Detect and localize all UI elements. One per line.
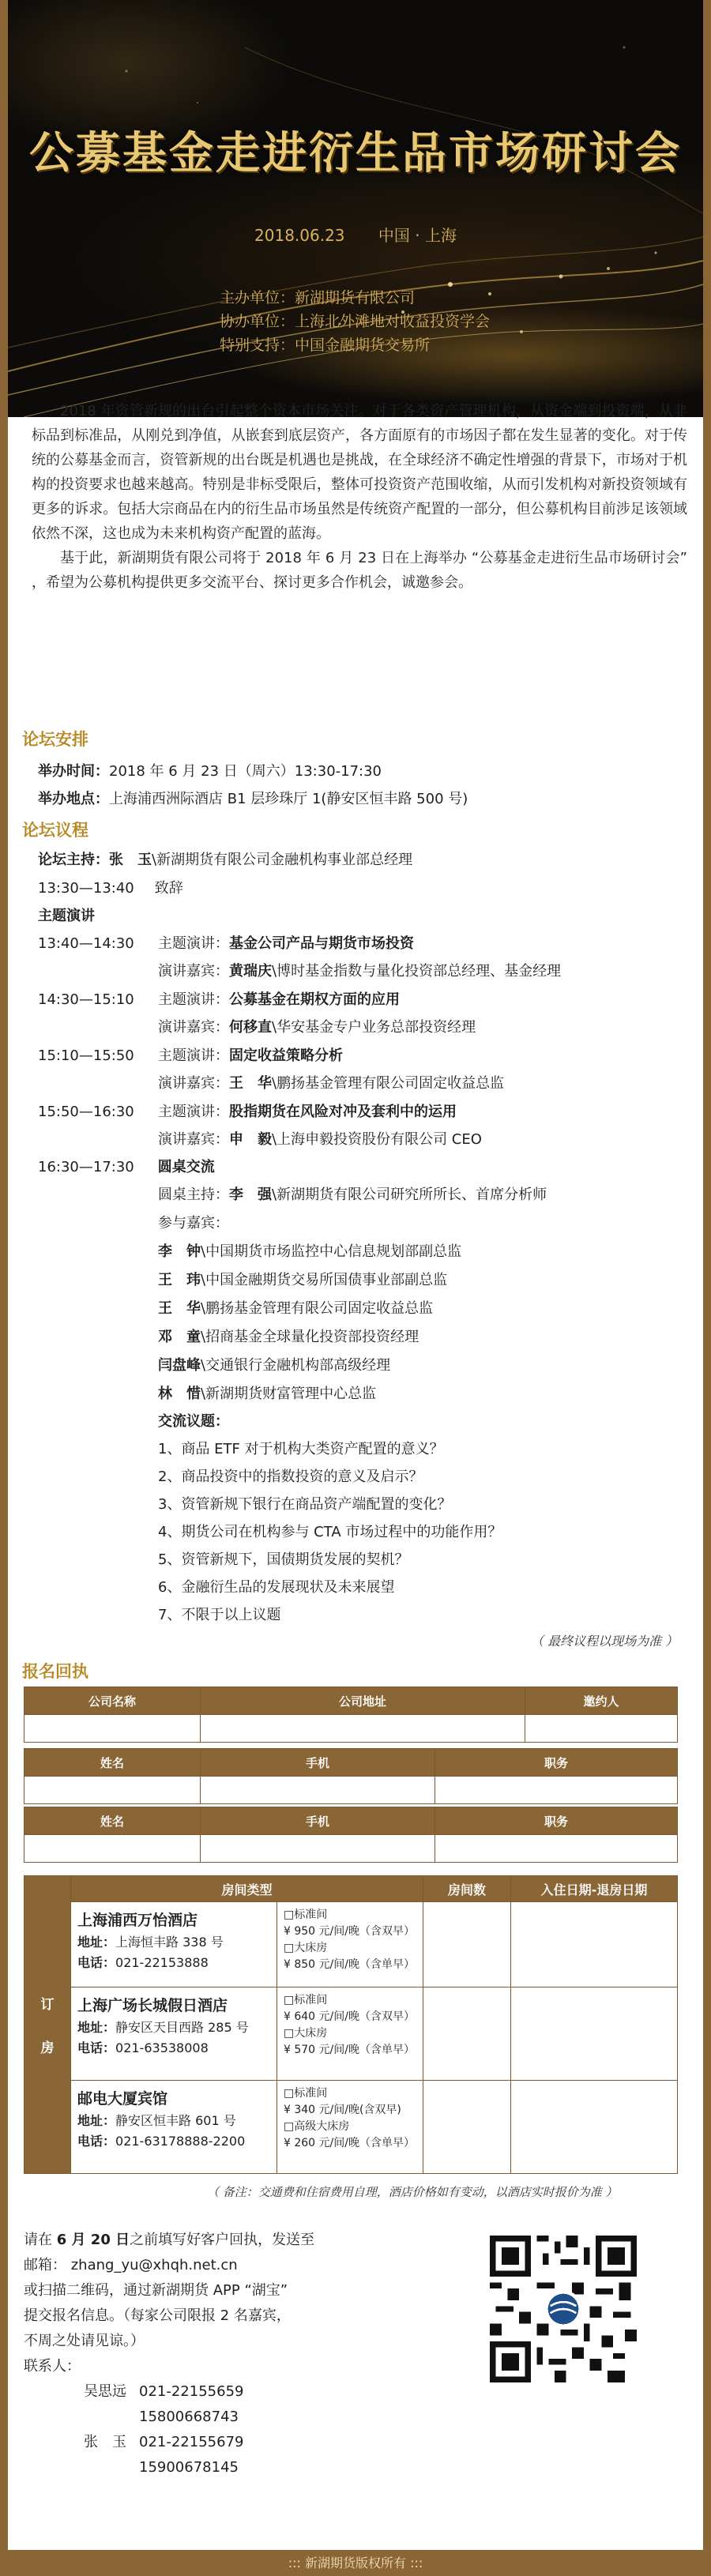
room-options[interactable]: □标准间 ¥ 340 元/间/晚(含双早) □高级大床房 ¥ 260 元/间/晚（含单早） bbox=[277, 2081, 423, 2174]
hotel-name: 邮电大厦宾馆 bbox=[77, 2090, 168, 2108]
attendee-name-cell[interactable] bbox=[24, 1835, 201, 1863]
hotel-address: 静安区恒丰路 601 号 bbox=[115, 2113, 236, 2128]
section-title-registration: 报名回执 bbox=[22, 1662, 88, 1681]
contact-mobile: 15800668743 bbox=[139, 2409, 239, 2425]
panel-guest: 邓 童\招商基金全球量化投资部投资经理 bbox=[158, 1329, 419, 1345]
contact-phone: 021-22155679 bbox=[139, 2434, 244, 2450]
room-options[interactable]: □标准间 ¥ 640 元/间/晚（含双早） □大床房 ¥ 570 元/间/晚（含单早） bbox=[277, 1987, 423, 2081]
attendee-title-cell[interactable] bbox=[435, 1777, 678, 1804]
title-header: 职务 bbox=[435, 1807, 678, 1835]
panel-host: 圆桌主持：李 强\新湖期货有限公司研究所所长、首席分析师 bbox=[158, 1186, 547, 1203]
deadline-line: 请在 6 月 20 日之前填写好客户回执，发送至 bbox=[24, 2232, 315, 2248]
session-topic-row: 15:10—15:50 主题演讲：固定收益策略分析 bbox=[38, 1047, 343, 1064]
attendee-phone-cell[interactable] bbox=[201, 1777, 435, 1804]
organizers bbox=[220, 286, 490, 357]
stay-dates-cell[interactable] bbox=[511, 1902, 678, 1987]
session-speaker-row: 演讲嘉宾：申 毅\上海申毅投资股份有限公司 CEO bbox=[158, 1131, 482, 1148]
email-line[interactable]: 邮箱： zhang_yu@xhqh.net.cn bbox=[24, 2257, 238, 2273]
app-line: 或扫描二维码，通过新湖期货 APP “湖宝” bbox=[24, 2282, 288, 2299]
inviter-header: 邀约人 bbox=[525, 1687, 678, 1715]
attendee-name-cell[interactable] bbox=[24, 1777, 201, 1804]
hotel-info: 上海浦西万怡酒店 地址：上海恒丰路 338 号 电话：021-22153888 bbox=[71, 1902, 277, 1987]
discussion-topic: 2、商品投资中的指数投资的意义及启示？ bbox=[158, 1469, 423, 1485]
discussion-topic: 3、资管新规下银行在商品资产端配置的变化？ bbox=[158, 1496, 452, 1513]
special-support: 特别支持：中国金融期货交易所 bbox=[220, 337, 431, 354]
limit-line: 提交报名信息。（每家公司限报 2 名嘉宾， bbox=[24, 2307, 291, 2324]
hotel-phone: 021-22153888 bbox=[115, 1955, 209, 1970]
company-address-header: 公司地址 bbox=[201, 1687, 525, 1715]
session-topic-row: 14:30—15:10 主题演讲：公募基金在期权方面的应用 bbox=[38, 991, 400, 1008]
attendee-table-2 bbox=[24, 1807, 678, 1863]
intro-text bbox=[32, 399, 687, 595]
name-header: 姓名 bbox=[24, 1807, 201, 1835]
room-count-cell[interactable] bbox=[423, 1987, 511, 2081]
panel-guest: 王 玮\中国金融期货交易所国债事业部副总监 bbox=[158, 1272, 448, 1288]
room-type-header: 房间类型 bbox=[71, 1876, 423, 1902]
company-name-header: 公司名称 bbox=[24, 1687, 201, 1715]
booking-side-label: 订 房 bbox=[24, 1876, 71, 2174]
panel-guest: 王 华\鹏扬基金管理有限公司固定收益总监 bbox=[158, 1300, 434, 1317]
booking-note: （ 备注：交通费和住宿费用自理，酒店价格如有变动，以酒店实时报价为准 ） bbox=[207, 2185, 618, 2199]
contact-person: 张 玉 021-22155679 bbox=[84, 2434, 244, 2450]
room-count-header: 房间数 bbox=[423, 1876, 511, 1902]
room-count-cell[interactable] bbox=[423, 2081, 511, 2174]
forum-host: 论坛主持：张 玉\新湖期货有限公司金融机构事业部总经理 bbox=[38, 852, 413, 868]
hotel-name: 上海广场长城假日酒店 bbox=[77, 1997, 228, 2014]
attendee-phone-cell[interactable] bbox=[201, 1835, 435, 1863]
intro-paragraph-2: 基于此，新湖期货有限公司将于 2018 年 6 月 23 日在上海举办 “公募基金走进衍生品市场研讨会” ，希望为公募机构提供更多交流平台、探讨更多合作机会，诚邀参会。 bbox=[32, 550, 687, 591]
banner-date-place bbox=[8, 223, 703, 246]
apology-line: 不周之处请见谅。） bbox=[24, 2333, 145, 2349]
hotel-address: 静安区天目西路 285 号 bbox=[115, 2020, 249, 2035]
attendee-table-1 bbox=[24, 1748, 678, 1804]
event-banner bbox=[8, 0, 703, 417]
discussion-topic: 5、资管新规下，国债期货发展的契机？ bbox=[158, 1551, 409, 1568]
discussion-topic: 6、金融衍生品的发展现状及未来展望 bbox=[158, 1579, 395, 1596]
session-speaker-row: 演讲嘉宾：何移直\华安基金专户业务总部投资经理 bbox=[158, 1019, 476, 1036]
stay-dates-cell[interactable] bbox=[511, 2081, 678, 2174]
contact-phone: 021-22155659 bbox=[139, 2383, 244, 2400]
panel-guest: 林 惜\新湖期货财富管理中心总监 bbox=[158, 1386, 377, 1402]
qr-code[interactable] bbox=[490, 2236, 637, 2382]
contact-info bbox=[24, 2228, 466, 2480]
panel-row: 16:30—17:30 圆桌交流 bbox=[38, 1159, 215, 1175]
stay-dates-cell[interactable] bbox=[511, 1987, 678, 2081]
co-organizer: 协办单位：上海北外滩地对收益投资学会 bbox=[220, 313, 491, 330]
name-header: 姓名 bbox=[24, 1749, 201, 1777]
session-topic-row: 15:50—16:30 主题演讲：股指期货在风险对冲及套利中的运用 bbox=[38, 1104, 457, 1120]
panel-guest: 李 钟\中国期货市场监控中心信息规划部副总监 bbox=[158, 1243, 462, 1260]
contacts-label: 联系人： bbox=[24, 2358, 81, 2375]
hotel-address: 上海恒丰路 338 号 bbox=[115, 1935, 224, 1950]
company-name-cell[interactable] bbox=[24, 1715, 201, 1743]
company-address-cell[interactable] bbox=[201, 1715, 525, 1743]
hotel-booking-table bbox=[24, 1875, 678, 2174]
attendee-title-cell[interactable] bbox=[435, 1835, 678, 1863]
footer-copyright: ::: 新湖期货版权所有 ::: bbox=[8, 2550, 703, 2576]
hotel-info: 上海广场长城假日酒店 地址：静安区天目西路 285 号 电话：021-63538008 bbox=[71, 1987, 277, 2081]
event-location: 举办地点：上海浦西洲际酒店 B1 层珍珠厅 1(静安区恒丰路 500 号) bbox=[38, 791, 468, 807]
guests-label: 参与嘉宾： bbox=[158, 1215, 229, 1232]
stay-dates-header: 入住日期-退房日期 bbox=[511, 1876, 678, 1902]
hotel-name: 上海浦西万怡酒店 bbox=[77, 1912, 198, 1929]
agenda-final-note: （ 最终议程以现场为准 ） bbox=[531, 1634, 679, 1649]
topics-label: 交流议题： bbox=[158, 1413, 229, 1430]
discussion-topic: 4、期货公司在机构参与 CTA 市场过程中的功能作用？ bbox=[158, 1524, 502, 1540]
phone-header: 手机 bbox=[201, 1807, 435, 1835]
hotel-info: 邮电大厦宾馆 地址：静安区恒丰路 601 号 电话：021-63178888-2200 bbox=[71, 2081, 277, 2174]
intro-paragraph-1: 2018 年资管新规的出台引起整个资本市场关注。对于各类资产管理机构，从资金端到投资端，从非标品到标准品，从刚兑到净值，从嵌套到底层资产，各方面原有的市场因子都在发生显著的变化。对于传统的公募基金而言，资管新规的出台既是机遇也是挑战，在全球经济不确定性增强的背景下，市场对于机构的投资要求也越来越高。特别是非标受限后，整体可投资资产范围收缩，从而引发机构对新投资领域有更多的诉求。包括大宗商品在内的衍生品市场虽然是传统资产配置的一部分，但公募机构目前涉足该领域依然不深，这也成为未来机构资产配置的蓝海。 bbox=[32, 403, 687, 542]
opening-row: 13:30—13:40 致辞 bbox=[38, 880, 183, 897]
room-count-cell[interactable] bbox=[423, 1902, 511, 1987]
session-speaker-row: 演讲嘉宾：王 华\鹏扬基金管理有限公司固定收益总监 bbox=[158, 1075, 505, 1092]
title-header: 职务 bbox=[435, 1749, 678, 1777]
host-organizer: 主办单位：新湖期货有限公司 bbox=[220, 289, 416, 306]
section-title-agenda: 论坛议程 bbox=[22, 821, 88, 840]
contact-person: 吴思远 021-22155659 bbox=[84, 2383, 244, 2400]
contact-mobile: 15900678145 bbox=[139, 2459, 239, 2476]
company-table bbox=[24, 1687, 678, 1743]
inviter-cell[interactable] bbox=[525, 1715, 678, 1743]
discussion-topic: 1、商品 ETF 对于机构大类资产配置的意义？ bbox=[158, 1441, 444, 1457]
hotel-phone: 021-63538008 bbox=[115, 2040, 209, 2055]
hotel-phone: 021-63178888-2200 bbox=[115, 2134, 246, 2149]
event-time: 举办时间：2018 年 6 月 23 日（周六）13:30-17:30 bbox=[38, 763, 382, 780]
session-topic-row: 13:40—14:30 主题演讲：基金公司产品与期货市场投资 bbox=[38, 935, 414, 952]
event-date: 2018.06.23 bbox=[254, 226, 345, 245]
section-title-arrangement: 论坛安排 bbox=[22, 730, 88, 749]
banner-title: 公募基金走进衍生品市场研讨会 bbox=[29, 127, 682, 179]
keynote-header: 主题演讲 bbox=[38, 908, 95, 924]
discussion-topic: 7、不限于以上议题 bbox=[158, 1607, 281, 1623]
panel-guest: 闫盘峰\交通银行金融机构部高级经理 bbox=[158, 1357, 391, 1374]
phone-header: 手机 bbox=[201, 1749, 435, 1777]
event-place: 中国 · 上海 bbox=[378, 226, 457, 245]
session-speaker-row: 演讲嘉宾：黄瑞庆\博时基金指数与量化投资部总经理、基金经理 bbox=[158, 963, 562, 980]
room-options[interactable]: □标准间 ¥ 950 元/间/晚（含双早） □大床房 ¥ 850 元/间/晚（含单早） bbox=[277, 1902, 423, 1987]
